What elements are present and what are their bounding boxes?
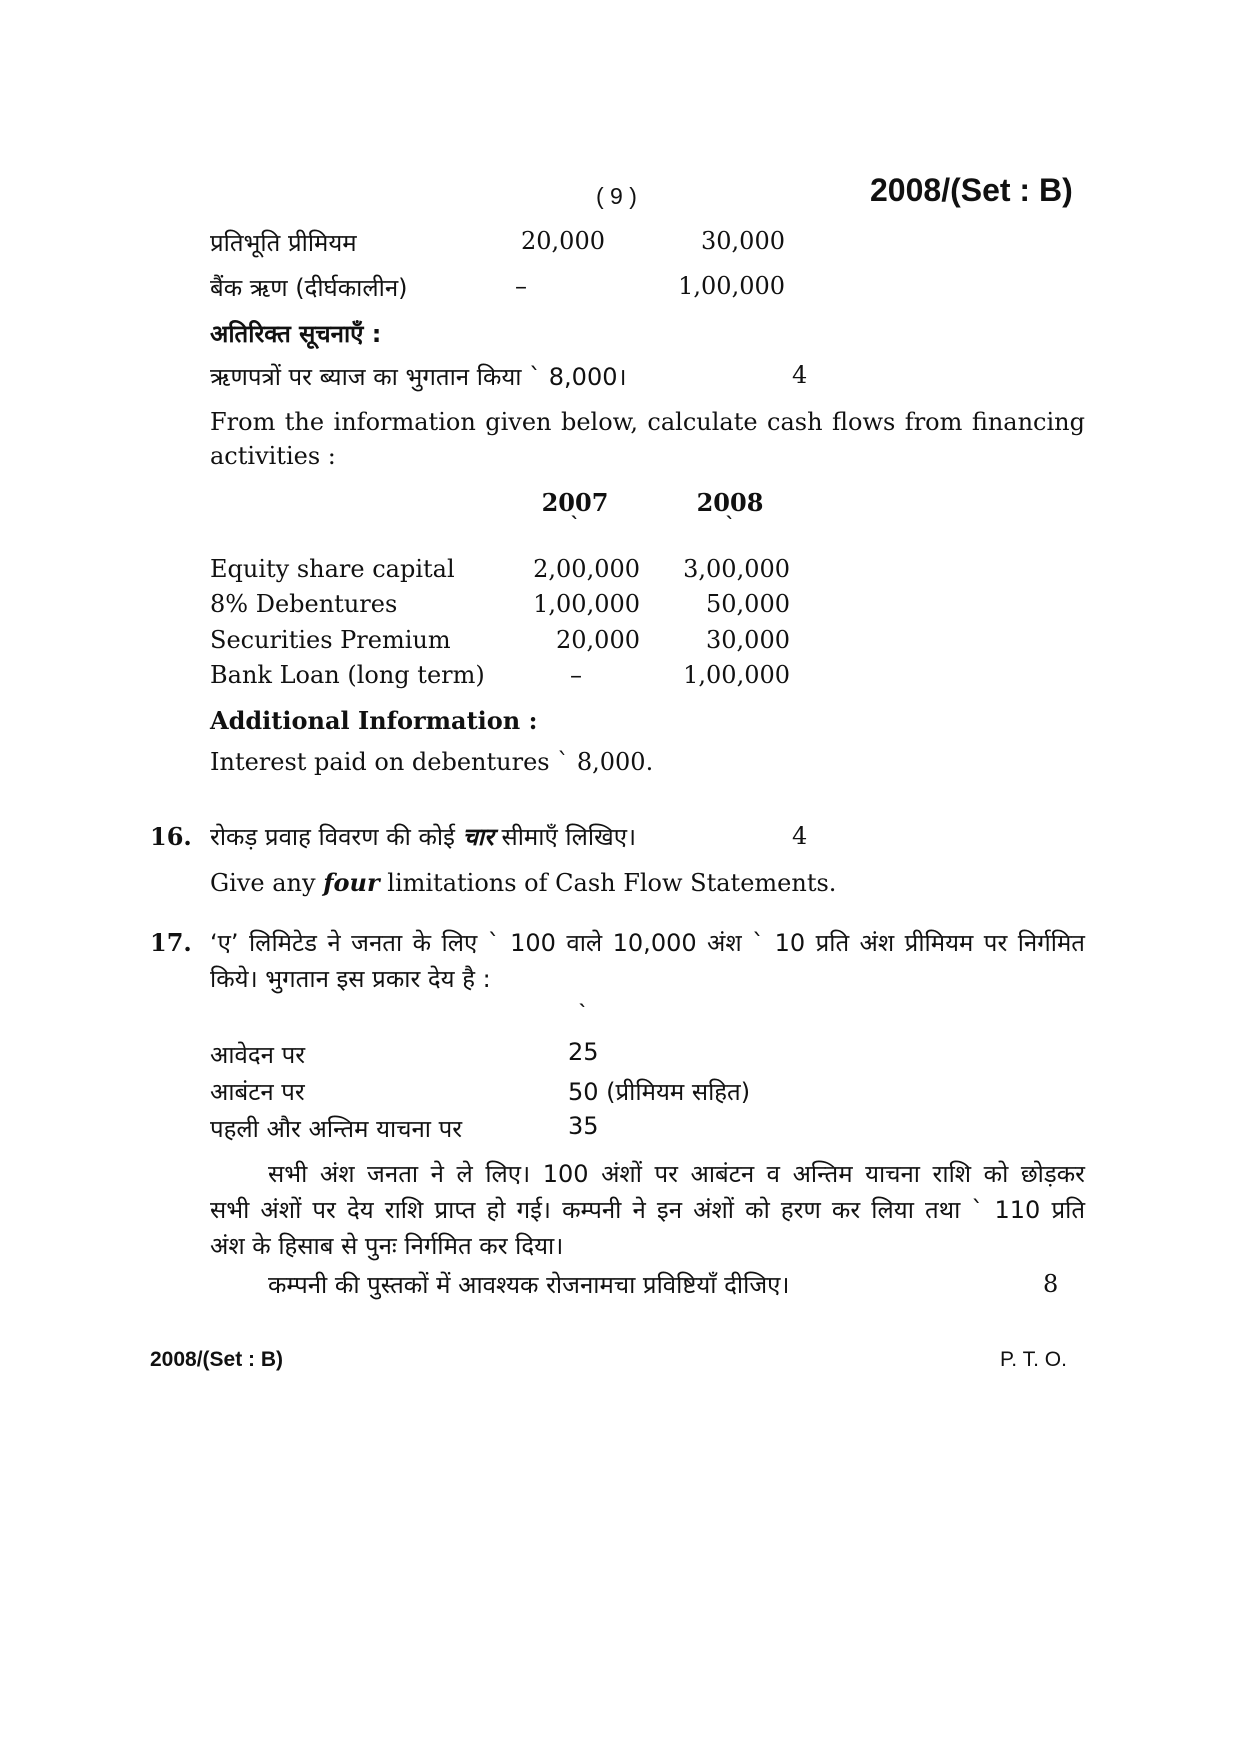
page-number: ( 9 ) bbox=[596, 183, 637, 209]
q16-english-before: Give any bbox=[210, 869, 324, 897]
table-row-label: 8% Debentures bbox=[210, 590, 398, 618]
marks: 4 bbox=[792, 361, 808, 389]
currency-symbol: ` bbox=[725, 512, 735, 536]
page-set-code: 2008/(Set : B) bbox=[870, 172, 1073, 208]
paragraph-line: सभी अंश जनता ने ले लिए। 100 अंशों पर आबंटन व अन्तिम याचना राशि को छोड़कर bbox=[268, 1160, 1085, 1188]
q16-hindi-emphasis: चार bbox=[462, 823, 494, 851]
q16-english-after: limitations of Cash Flow Statements. bbox=[379, 869, 837, 897]
table-cell-2008: 30,000 bbox=[706, 626, 790, 654]
question-text-line: किये। भुगतान इस प्रकार देय है : bbox=[210, 965, 491, 993]
currency-symbol: ` bbox=[570, 512, 580, 536]
table-cell-2007: – bbox=[570, 661, 582, 689]
table-row-label: आवेदन पर bbox=[210, 1041, 306, 1069]
table-cell-2007: 20,000 bbox=[556, 626, 640, 654]
q16-english-text bbox=[210, 868, 836, 897]
paragraph-line: अंश के हिसाब से पुनः निर्गमित कर दिया। bbox=[210, 1232, 564, 1260]
hindi-additional-text: ऋणपत्रों पर ब्याज का भुगतान किया ` 8,000। bbox=[210, 363, 627, 391]
q16-hindi-before: रोकड़ प्रवाह विवरण की कोई bbox=[210, 823, 463, 851]
table-row-value: 35 bbox=[568, 1112, 599, 1140]
table-row-value: 25 bbox=[568, 1038, 599, 1066]
instruction-line: कम्पनी की पुस्तकों में आवश्यक रोजनामचा प्रविष्टियाँ दीजिए। bbox=[268, 1271, 790, 1299]
table-cell-2007: 1,00,000 bbox=[533, 590, 640, 618]
table-row-label: Bank Loan (long term) bbox=[210, 661, 485, 689]
question-number: 17. bbox=[150, 928, 192, 957]
table-row-label: Equity share capital bbox=[210, 555, 455, 583]
q16-hindi-text bbox=[210, 820, 636, 853]
table-cell-2008: 1,00,000 bbox=[678, 272, 785, 300]
column-header-2007: 2007 bbox=[541, 488, 609, 517]
table-cell-2008: 50,000 bbox=[706, 590, 790, 618]
table-row-label: बैंक ऋण (दीर्घकालीन) bbox=[210, 274, 408, 302]
table-cell-2007: 20,000 bbox=[521, 227, 605, 255]
currency-symbol: ` bbox=[578, 1000, 588, 1024]
q16-english-emphasis: four bbox=[323, 868, 380, 897]
question-text-line: ‘ए’ लिमिटेड ने जनता के लिए ` 100 वाले 10,000 अंश ` 10 प्रति अंश प्रीमियम पर निर्गमित bbox=[210, 929, 1085, 957]
table-row-label: आबंटन पर bbox=[210, 1078, 305, 1106]
table-cell-2007: – bbox=[515, 272, 527, 300]
marks: 8 bbox=[1043, 1270, 1059, 1298]
additional-info-heading: Additional Information : bbox=[210, 706, 538, 735]
table-row-value: 50 (प्रीमियम सहित) bbox=[568, 1078, 751, 1106]
q16-hindi-after: सीमाएँ लिखिए। bbox=[493, 823, 637, 851]
question-number: 16. bbox=[150, 822, 192, 851]
table-cell-2008: 1,00,000 bbox=[683, 661, 790, 689]
column-header-2008: 2008 bbox=[696, 488, 764, 517]
table-cell-2008: 30,000 bbox=[701, 227, 785, 255]
marks: 4 bbox=[792, 822, 808, 850]
table-row-label: पहली और अन्तिम याचना पर bbox=[210, 1115, 463, 1143]
footer-pto: P. T. O. bbox=[1000, 1348, 1067, 1371]
table-row-label: Securities Premium bbox=[210, 626, 451, 654]
footer-set-code: 2008/(Set : B) bbox=[150, 1348, 284, 1371]
question-text-line: From the information given below, calculate cash flows from financing bbox=[210, 408, 1085, 436]
table-row-label: प्रतिभूति प्रीमियम bbox=[210, 229, 357, 257]
question-text-line: activities : bbox=[210, 442, 336, 470]
additional-info-text: Interest paid on debentures ` 8,000. bbox=[210, 748, 654, 776]
hindi-additional-heading: अतिरिक्त सूचनाएँ : bbox=[210, 320, 382, 348]
table-cell-2008: 3,00,000 bbox=[683, 555, 790, 583]
table-cell-2007: 2,00,000 bbox=[533, 555, 640, 583]
paragraph-line: सभी अंशों पर देय राशि प्राप्त हो गई। कम्पनी ने इन अंशों को हरण कर लिया तथा ` 110 प्रति bbox=[210, 1196, 1085, 1224]
